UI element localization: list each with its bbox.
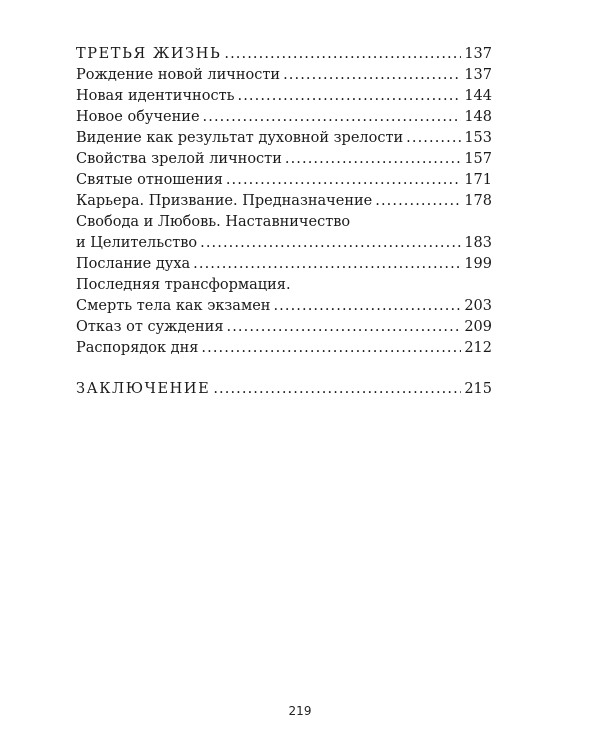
toc-entry bbox=[76, 317, 492, 338]
toc-entry-title: Отказ от суждения bbox=[76, 319, 224, 335]
toc-entry-title-line1: Последняя трансформация. bbox=[76, 277, 291, 293]
toc-page-number: 209 bbox=[464, 319, 492, 335]
toc-entry-title: Послание духа bbox=[76, 256, 191, 272]
table-of-contents bbox=[76, 44, 492, 400]
toc-leader-dots bbox=[213, 379, 461, 400]
toc-entry-title-line2: и Целительство bbox=[76, 235, 198, 251]
toc-entry bbox=[76, 296, 492, 317]
toc-page-number: 215 bbox=[464, 381, 492, 397]
toc-leader-dots bbox=[237, 86, 461, 107]
toc-section-conclusion bbox=[76, 379, 492, 400]
toc-leader-dots bbox=[200, 233, 461, 254]
toc-section-title: ЗАКЛЮЧЕНИЕ bbox=[76, 381, 211, 397]
toc-leader-dots bbox=[226, 170, 461, 191]
toc-entry bbox=[76, 191, 492, 212]
toc-entry-title: Распорядок дня bbox=[76, 340, 199, 356]
toc-entry bbox=[76, 338, 492, 359]
toc-page-number: 183 bbox=[464, 235, 492, 251]
toc-entry bbox=[76, 65, 492, 86]
toc-entry bbox=[76, 107, 492, 128]
page-number: 219 bbox=[288, 704, 312, 718]
toc-page-number: 137 bbox=[464, 67, 492, 83]
toc-page-number: 137 bbox=[464, 46, 492, 62]
toc-section-third-life bbox=[76, 44, 492, 65]
toc-page-number: 199 bbox=[464, 256, 492, 272]
toc-entry-title: Свойства зрелой личности bbox=[76, 151, 282, 167]
toc-page-number: 153 bbox=[464, 130, 492, 146]
toc-leader-dots bbox=[285, 149, 461, 170]
toc-page-number: 157 bbox=[464, 151, 492, 167]
toc-page-number: 178 bbox=[464, 193, 492, 209]
toc-page-number: 171 bbox=[464, 172, 492, 188]
toc-entry-title: Рождение новой личности bbox=[76, 67, 281, 83]
toc-entry-title: Видение как результат духовной зрелости bbox=[76, 130, 404, 146]
toc-entry bbox=[76, 170, 492, 191]
toc-entry-title-line1: Свобода и Любовь. Наставничество bbox=[76, 214, 351, 230]
toc-entry bbox=[76, 149, 492, 170]
toc-leader-dots bbox=[193, 254, 461, 275]
toc-entry-title: Новая идентичность bbox=[76, 88, 235, 104]
toc-section-title: ТРЕТЬЯ ЖИЗНЬ bbox=[76, 46, 222, 62]
toc-entry-title: Карьера. Призвание. Предназначение bbox=[76, 193, 373, 209]
toc-entry bbox=[76, 86, 492, 107]
toc-leader-dots bbox=[375, 191, 461, 212]
toc-leader-dots bbox=[201, 338, 461, 359]
toc-leader-dots bbox=[406, 128, 461, 149]
toc-entry bbox=[76, 128, 492, 149]
toc-page-number: 144 bbox=[464, 88, 492, 104]
toc-page-number: 203 bbox=[464, 298, 492, 314]
toc-page-number: 212 bbox=[464, 340, 492, 356]
toc-leader-dots bbox=[283, 65, 461, 86]
toc-page-number: 148 bbox=[464, 109, 492, 125]
toc-leader-dots bbox=[203, 107, 462, 128]
toc-entry-title-line2: Смерть тела как экзамен bbox=[76, 298, 271, 314]
toc-entry-title: Святые отношения bbox=[76, 172, 223, 188]
toc-leader-dots bbox=[224, 44, 461, 65]
toc-leader-dots bbox=[273, 296, 461, 317]
section-gap bbox=[76, 359, 492, 379]
toc-entry bbox=[76, 254, 492, 275]
toc-entry bbox=[76, 233, 492, 254]
toc-entry-title: Новое обучение bbox=[76, 109, 200, 125]
toc-leader-dots bbox=[226, 317, 461, 338]
